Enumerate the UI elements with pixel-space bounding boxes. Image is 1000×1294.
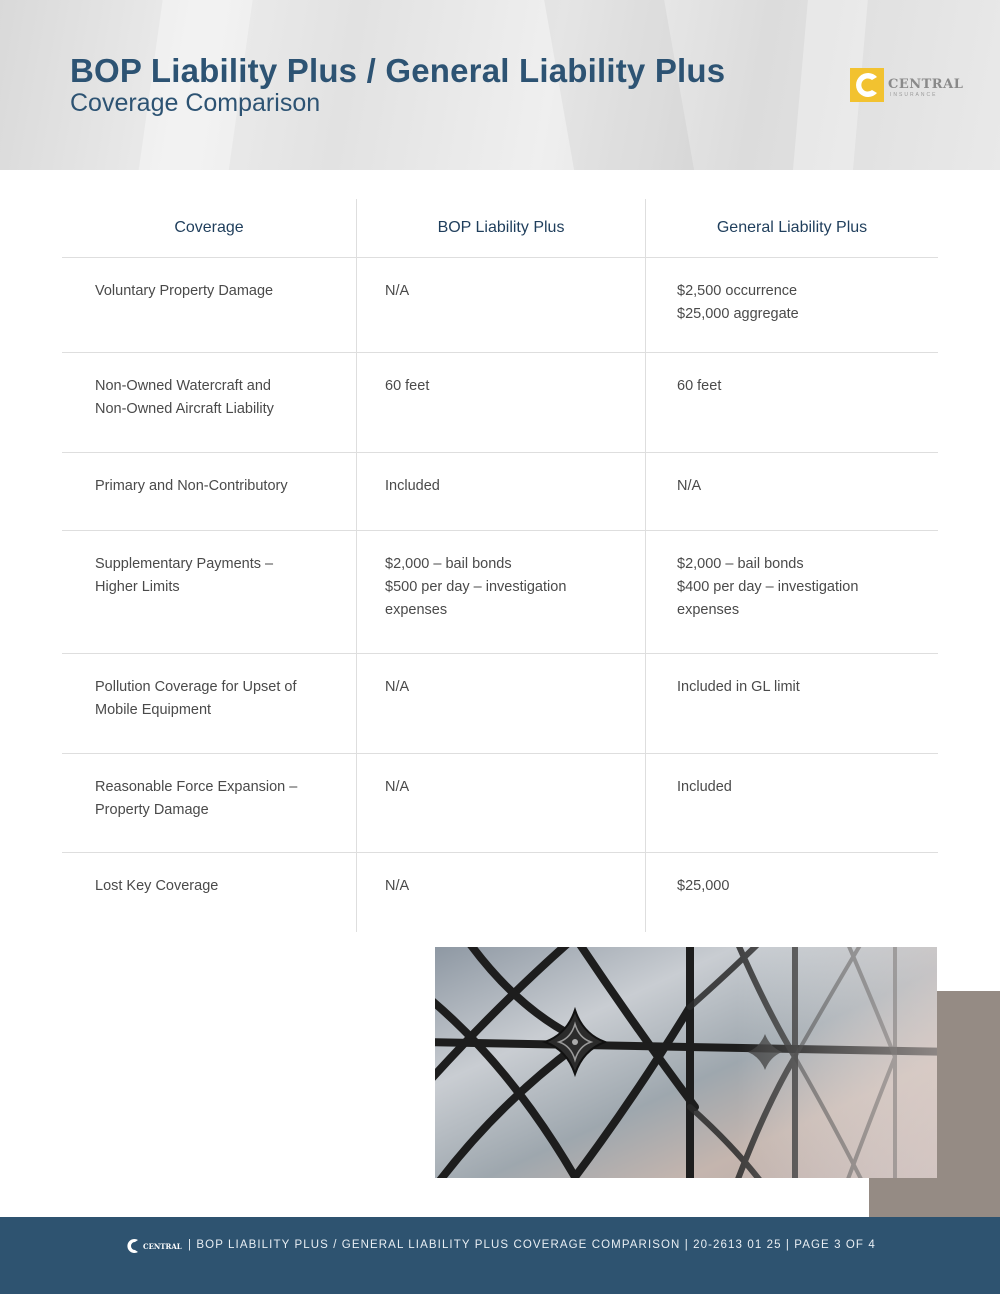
coverage-cell (62, 453, 356, 530)
table-row (62, 754, 938, 853)
table-row (62, 453, 938, 531)
bop-cell (356, 353, 645, 452)
page-header (0, 0, 1000, 170)
table-row (62, 853, 938, 932)
coverage-comparison-table (62, 199, 938, 932)
cell-text: $2,000 – bail bonds (385, 556, 512, 572)
cell-text: $2,500 occurrence (677, 283, 798, 299)
cell-text: N/A (385, 779, 410, 795)
table-row (62, 531, 938, 654)
cell-text: $400 per day – investigation (677, 579, 859, 595)
bop-cell (356, 453, 645, 530)
column-header-coverage: Coverage (174, 219, 244, 236)
bop-cell (356, 531, 645, 653)
gl-cell (645, 453, 938, 530)
leaded-glass-photo (435, 947, 937, 1178)
cell-text: N/A (385, 283, 410, 299)
cell-text: $500 per day – investigation (385, 579, 567, 595)
table-row (62, 654, 938, 754)
page-footer (0, 1217, 1000, 1294)
gl-cell (645, 353, 938, 452)
cell-text: $2,000 – bail bonds (677, 556, 804, 572)
cell-text: 60 feet (385, 378, 430, 394)
cell-text: N/A (385, 679, 410, 695)
cell-text: $25,000 aggregate (677, 306, 799, 322)
bop-cell (356, 853, 645, 932)
cell-text: Higher Limits (95, 579, 180, 595)
cell-text: Pollution Coverage for Upset of (95, 679, 297, 695)
bop-cell (356, 654, 645, 753)
cell-text: Non-Owned Aircraft Liability (95, 401, 274, 417)
cell-text: Supplementary Payments – (95, 556, 274, 572)
leaded-glass-window-icon (435, 947, 937, 1178)
central-insurance-logo (850, 68, 964, 102)
coverage-cell (62, 258, 356, 352)
logo-name: CENTRAL (888, 77, 964, 92)
central-c-logo-icon (850, 68, 884, 102)
bop-cell (356, 258, 645, 352)
cell-text: expenses (677, 602, 740, 618)
cell-text: N/A (385, 878, 410, 894)
coverage-cell (62, 754, 356, 852)
column-header-gl: General Liability Plus (645, 199, 938, 257)
table-header-row (62, 199, 938, 258)
cell-text: Primary and Non-Contributory (95, 478, 288, 494)
page-title: BOP Liability Plus / General Liability Plus (70, 52, 726, 89)
cell-text: Lost Key Coverage (95, 878, 219, 894)
table-row (62, 353, 938, 453)
cell-text: 60 feet (677, 378, 722, 394)
coverage-cell (62, 654, 356, 753)
gl-cell (645, 258, 938, 352)
cell-text: Non-Owned Watercraft and (95, 378, 271, 394)
cell-text: N/A (677, 478, 702, 494)
coverage-cell (62, 353, 356, 452)
cell-text: Included in GL limit (677, 679, 800, 695)
logo-tagline: INSURANCE (890, 92, 938, 98)
gl-cell (645, 853, 938, 932)
cell-text: Included (385, 478, 440, 494)
gl-cell (645, 654, 938, 753)
cell-text: Property Damage (95, 802, 209, 818)
coverage-cell (62, 853, 356, 932)
central-c-logo-icon (124, 1237, 182, 1255)
footer-text: | BOP LIABILITY PLUS / GENERAL LIABILITY PLUS COVERAGE COMPARISON | 20-2613 01 25 | PAGE 3 OF 4 (188, 1239, 876, 1251)
cell-text: $25,000 (677, 878, 730, 894)
page-subtitle: Coverage Comparison (70, 89, 321, 117)
footer-logo-name: CENTRAL (143, 1242, 182, 1251)
cell-text: Mobile Equipment (95, 702, 212, 718)
cell-text: Included (677, 779, 732, 795)
column-header-bop: BOP Liability Plus (356, 199, 645, 257)
gl-cell (645, 754, 938, 852)
table-row (62, 258, 938, 353)
cell-text: Reasonable Force Expansion – (95, 779, 298, 795)
cell-text: expenses (385, 602, 448, 618)
bop-cell (356, 754, 645, 852)
coverage-cell (62, 531, 356, 653)
gl-cell (645, 531, 938, 653)
cell-text: Voluntary Property Damage (95, 283, 274, 299)
